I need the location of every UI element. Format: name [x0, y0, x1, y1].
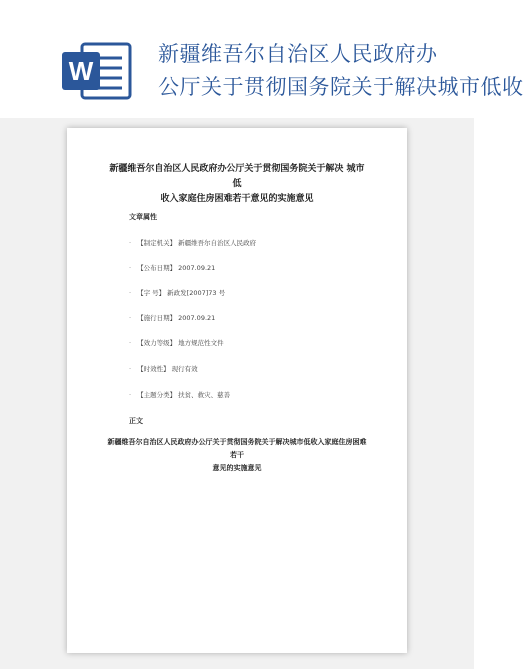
attribute-key: 【主题分类】: [137, 391, 177, 399]
word-icon: [60, 40, 134, 102]
bullet-icon: ·: [129, 289, 132, 297]
attribute-value: 地方规范性文件: [178, 339, 224, 347]
attribute-row: [129, 313, 215, 325]
attributes-label: 文章属性: [129, 213, 157, 221]
attribute-key: 【时效性】: [137, 365, 170, 373]
bullet-icon: ·: [129, 391, 132, 399]
attribute-value: 2007.09.21: [178, 264, 216, 272]
document-title: [107, 162, 367, 207]
attribute-row: [129, 390, 230, 402]
body-heading-line1: 新疆维吾尔自治区人民政府办公厅关于贯彻国务院关于解决城市低收入家庭住房困难若干: [107, 438, 367, 459]
bullet-icon: ·: [129, 339, 132, 347]
attribute-row: [129, 288, 225, 300]
attribute-value: 扶贫、救灾、慈善: [178, 391, 231, 399]
banner-title: [158, 38, 524, 104]
attribute-key: 【施行日期】: [137, 314, 177, 322]
document-page: [67, 128, 407, 653]
attribute-key: 【公布日期】: [137, 264, 177, 272]
document-title-line2: 收入家庭住房困难若干意见的实施意见: [160, 194, 314, 204]
banner-title-line2: 公厅关于贯彻国务院关于解决城市低收: [158, 75, 524, 99]
attribute-key: 【制定机关】: [137, 239, 177, 247]
attribute-row: [129, 238, 256, 250]
attribute-value: 新疆维吾尔自治区人民政府: [178, 239, 257, 247]
attribute-key: 【效力等级】: [137, 339, 177, 347]
bullet-icon: ·: [129, 239, 132, 247]
bullet-icon: ·: [129, 365, 132, 373]
document-title-line1: 新疆维吾尔自治区人民政府办公厅关于贯彻国务院关于解决 城市低: [109, 164, 365, 189]
attribute-row: [129, 364, 198, 376]
attribute-row: [129, 338, 224, 350]
attribute-value: 2007.09.21: [178, 314, 216, 322]
attribute-key: 【字 号】: [137, 289, 166, 297]
body-label: 正文: [129, 417, 143, 425]
attribute-value: 新政发[2007]73 号: [167, 289, 226, 297]
attribute-row: [129, 263, 215, 275]
banner: [0, 0, 524, 118]
body-heading-line2: 意见的实施意见: [212, 464, 262, 472]
bullet-icon: ·: [129, 314, 132, 322]
logo-letter: W: [68, 56, 94, 86]
bullet-icon: ·: [129, 264, 132, 272]
banner-title-line1: 新疆维吾尔自治区人民政府办: [158, 42, 438, 66]
attribute-value: 现行有效: [171, 365, 198, 373]
body-heading: [107, 436, 367, 475]
